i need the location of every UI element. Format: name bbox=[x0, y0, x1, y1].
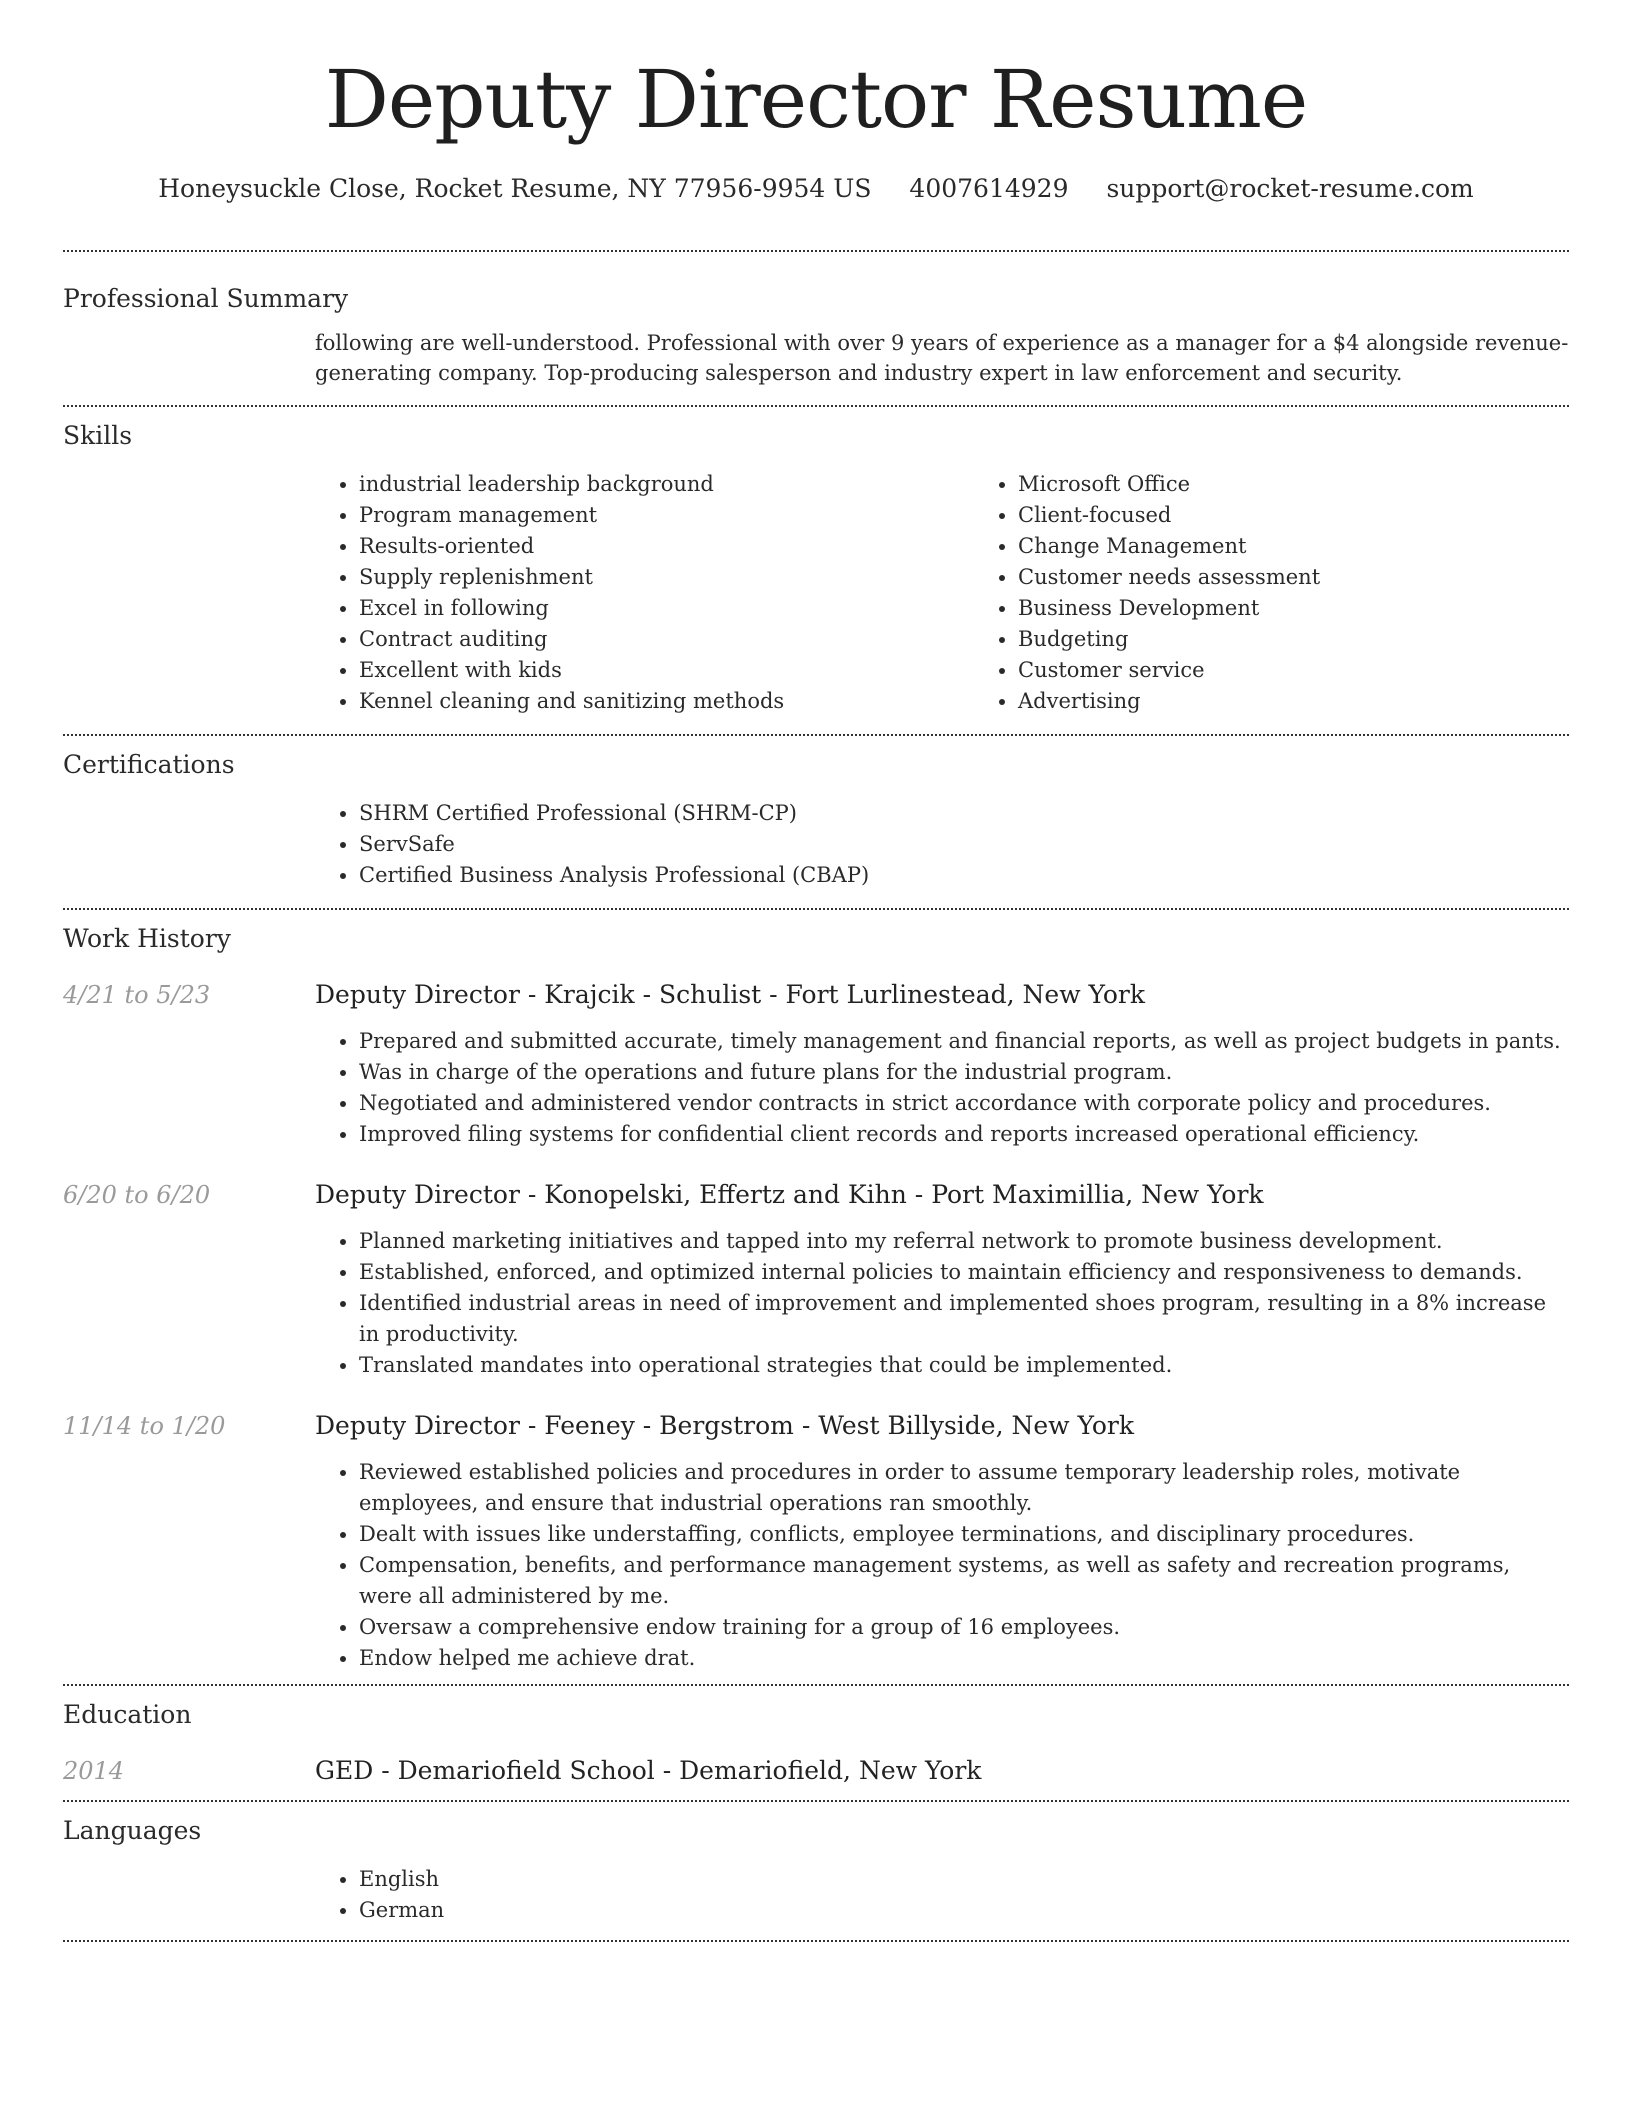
skills-section bbox=[63, 407, 1569, 734]
job-bullets bbox=[315, 1457, 1569, 1674]
list-item: • SHRM Certified Professional (SHRM-CP) bbox=[359, 798, 1569, 829]
job-entry bbox=[63, 978, 1569, 1150]
education-section bbox=[63, 1686, 1569, 1800]
contact-address: Honeysuckle Close, Rocket Resume, NY 77956-9954 US bbox=[158, 174, 872, 203]
work-history-section bbox=[63, 910, 1569, 1684]
list-item: • Change Management bbox=[1018, 531, 1320, 562]
contact-email: support@rocket-resume.com bbox=[1106, 174, 1474, 203]
list-item: • Compensation, benefits, and performance management systems, as well as safety and recreation programs, were all administered by me. bbox=[359, 1550, 1569, 1612]
skills-list-right bbox=[974, 469, 1320, 717]
list-item: • Negotiated and administered vendor contracts in strict accordance with corporate policy and procedures. bbox=[359, 1088, 1569, 1119]
resume-header bbox=[63, 0, 1569, 206]
list-item: • ServSafe bbox=[359, 829, 1569, 860]
job-entry bbox=[63, 1178, 1569, 1381]
education-entry bbox=[63, 1754, 1569, 1788]
page-title: Deputy Director Resume bbox=[324, 53, 1308, 146]
summary-section bbox=[63, 252, 1569, 405]
skills-list-left bbox=[315, 469, 974, 717]
list-item: • Improved filing systems for confidential client records and reports increased operational efficiency. bbox=[359, 1119, 1569, 1150]
job-dates: 11/14 to 1/20 bbox=[63, 1412, 226, 1440]
list-item: • Microsoft Office bbox=[1018, 469, 1320, 500]
list-item: • Customer needs assessment bbox=[1018, 562, 1320, 593]
list-item: • Dealt with issues like understaffing, conflicts, employee terminations, and disciplinary procedures. bbox=[359, 1519, 1569, 1550]
list-item: • Business Development bbox=[1018, 593, 1320, 624]
list-item: • Reviewed established policies and procedures in order to assume temporary leadership roles, motivate employees, and ensure that industrial operations ran smoothly. bbox=[359, 1457, 1569, 1519]
list-item: • Endow helped me achieve drat. bbox=[359, 1643, 1569, 1674]
job-bullets bbox=[315, 1026, 1569, 1150]
certifications-section bbox=[63, 736, 1569, 908]
contact-line bbox=[63, 172, 1569, 206]
section-heading-work-history: Work History bbox=[63, 924, 231, 953]
list-item: • Excel in following bbox=[359, 593, 974, 624]
list-item: • Kennel cleaning and sanitizing methods bbox=[359, 686, 974, 717]
education-year: 2014 bbox=[63, 1757, 125, 1785]
list-item: • Oversaw a comprehensive endow training for a group of 16 employees. bbox=[359, 1612, 1569, 1643]
languages-list bbox=[315, 1864, 1569, 1926]
list-item: • Client-focused bbox=[1018, 500, 1320, 531]
contact-phone: 4007614929 bbox=[909, 174, 1069, 203]
list-item: • Advertising bbox=[1018, 686, 1320, 717]
list-item: • Planned marketing initiatives and tapped into my referral network to promote business development. bbox=[359, 1226, 1569, 1257]
list-item: • Customer service bbox=[1018, 655, 1320, 686]
section-heading-skills: Skills bbox=[63, 421, 133, 450]
list-item: • Was in charge of the operations and future plans for the industrial program. bbox=[359, 1057, 1569, 1088]
list-item: • Certified Business Analysis Professional (CBAP) bbox=[359, 860, 1569, 891]
list-item: • Excellent with kids bbox=[359, 655, 974, 686]
list-item: • Results-oriented bbox=[359, 531, 974, 562]
list-item: • Prepared and submitted accurate, timely management and financial reports, as well as project budgets in pants. bbox=[359, 1026, 1569, 1057]
job-bullets bbox=[315, 1226, 1569, 1381]
section-heading-certifications: Certifications bbox=[63, 750, 235, 779]
list-item: • Established, enforced, and optimized internal policies to maintain efficiency and responsiveness to demands. bbox=[359, 1257, 1569, 1288]
certifications-list bbox=[315, 798, 1569, 891]
list-item: • Program management bbox=[359, 500, 974, 531]
list-item: • Identified industrial areas in need of improvement and implemented shoes program, resulting in a 8% increase in productivity. bbox=[359, 1288, 1569, 1350]
job-entry bbox=[63, 1409, 1569, 1674]
list-item: • Supply replenishment bbox=[359, 562, 974, 593]
section-heading-languages: Languages bbox=[63, 1816, 202, 1845]
list-item: • English bbox=[359, 1864, 1569, 1895]
section-heading-education: Education bbox=[63, 1700, 192, 1729]
job-title: Deputy Director - Krajcik - Schulist - Fort Lurlinestead, New York bbox=[315, 980, 1146, 1009]
job-dates: 4/21 to 5/23 bbox=[63, 981, 211, 1009]
list-item: • Contract auditing bbox=[359, 624, 974, 655]
list-item: • Translated mandates into operational strategies that could be implemented. bbox=[359, 1350, 1569, 1381]
list-item: • Budgeting bbox=[1018, 624, 1320, 655]
education-title: GED - Demariofield School - Demariofield, New York bbox=[315, 1756, 982, 1785]
divider bbox=[63, 1940, 1569, 1942]
job-dates: 6/20 to 6/20 bbox=[63, 1181, 211, 1209]
job-title: Deputy Director - Konopelski, Effertz and Kihn - Port Maximillia, New York bbox=[315, 1180, 1264, 1209]
section-heading-summary: Professional Summary bbox=[63, 284, 349, 313]
list-item: • industrial leadership background bbox=[359, 469, 974, 500]
languages-section bbox=[63, 1802, 1569, 1940]
summary-text: following are well-understood. Professional with over 9 years of experience as a manager for a $4 alongside revenue-generating company. Top-producing salesperson and industry expert in law enforcement and security. bbox=[315, 331, 1569, 385]
job-title: Deputy Director - Feeney - Bergstrom - West Billyside, New York bbox=[315, 1411, 1134, 1440]
list-item: • German bbox=[359, 1895, 1569, 1926]
